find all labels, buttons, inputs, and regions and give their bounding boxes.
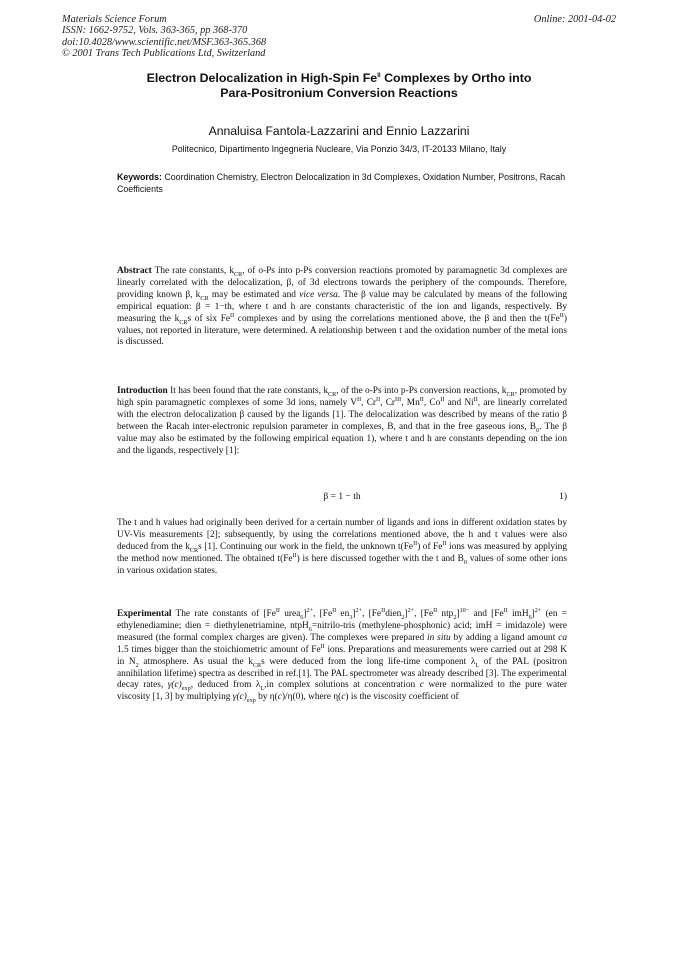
equation-number: 1) [559,492,567,502]
abstract-label: Abstract [117,266,152,276]
introduction-paragraph-2: The t and h values had originally been derived for a certain number of ligands and ions in different oxidation states by UV-Vis measurements [2]; subsequently, by using the correlations mentioned above, the h and t values were also deduced from the $k_{CR}s$ [1]. Continuing our work in the field, the unknown $t(Fe^{II})$ of $Fe^{II}$ ions was measured by applying the method now mentioned. The obtained $t(Fe^{II})$ is here discussed together with the t and $B_0$ values of some other ions in various oxidation states. [117,518,567,576]
introduction-paragraph: Introduction It has been found that the rate constants, $k_{CR}$, of the o-Ps into p-Ps conversion reactions, $k_{CR}$, promoted by high spin paramagnetic complexes of some 3d ions, namely $V^{II}$, $Cr^{II}$, $Cr^{III}$, $Mn^{II}$, $Co^{II}$ and $Ni^{II}$, are linearly correlated with the electron delocalization β caused by the ligands [1]. The delocalization was described by means of the ratio β between the Racah inter-electronic repulsion parameter in complexes, B, and that in the free gaseous ions, $B_0$. The β value may also be estimated by the following empirical equation 1), where t and h are constants depending on the ion and the ligands, respectively [1]: [117,386,568,456]
equation-formula: β = 1 − th [323,492,361,502]
keywords [117,171,568,195]
title-line-1: Electron Delocalization in High-Spin $Fe^{II}$ Complexes by Ortho into [146,71,532,85]
issn-line: ISSN: 1662-9752, Vols. 363-365, pp 368-370 [62,25,248,37]
abstract-section [117,266,567,349]
experimental-label: Experimental [117,609,172,619]
introduction-label: Introduction [117,386,168,396]
copyright-line: © 2001 Trans Tech Publications Ltd, Switzerland [62,48,266,60]
affiliation: Politecnico, Dipartimento Ingegneria Nucleare, Via Ponzio 34/3, IT-20133 Milano, Italy [171,144,507,154]
abstract-paragraph: Abstract The rate constants, $k_{CR}$, of o-Ps into p-Ps conversion reactions promoted by paramagnetic 3d complexes are linearly correlated with the delocalization, β, of 3d electrons towards the periphery of the compounds. Therefore, providing known β, $k_{CR}$ may be estimated and vice versa. The β value may be calculated by means of the following empirical equation: β = 1−th, where t and h are constants characteristic of the ion and ligands, respectively. By measuring the $k_{CR}s$ of six $Fe^{II}$ complexes and by using the correlations mentioned above, the β and then the $t(Fe^{II})$ values, not reported in literature, were determined. A relationship between t and the oxidation number of the metal ions is discussed. [117,266,567,348]
keywords-label: Keywords: [117,172,162,182]
paper-title [60,71,618,101]
title-line-2: Para-Positronium Conversion Reactions [220,86,458,100]
experimental-section [117,606,568,705]
journal-header [62,14,616,60]
journal-name: Materials Science Forum [62,14,167,25]
introduction-section [117,386,567,457]
online-date: Online: 2001-04-02 [533,14,616,25]
authors: Annaluisa Fantola-Lazzarini and Ennio Lazzarini [208,124,470,138]
doi-line: doi:10.4028/www.scientific.net/MSF.363-365.368 [62,36,267,48]
experimental-paragraph: Experimental The rate constants of [$Fe^{II}$ urea$_6$]$^{2+}$, [$Fe^{II}$ $en_3]^{2+}$, $[Fe^{II}dien_2]^{2+}$, [$Fe^{II}$ ntp$_2$]$^{10-}$ and [$Fe^{II}$ imH$_6$]$^{2+}$ (en = ethylenediamine; dien = diethylenetriamine, ntpH$_6$=nitrilo-tris (methylene-phosphonic) acid; imH = imidazole) were measured (the formal complex charges are given). The complexes were prepared in situ by adding a ligand amount ca 1.5 times bigger than the stoichiometric amount of $Fe^{II}$ ions. Preparations and measurements were carried out at 298 K in $N_2$ atmosphere. As usual the $k_{CR}s$ were deduced from the long life-time component $\lambda_L$ of the PAL (positron annihilation lifetime) spectra as described in ref.[1]. The PAL spectrometer was already described [3]. The experimental decay rates, $\gamma(c)_{exp}$, deduced from $\lambda_L,in$ complex solutions at concentration c were normalized to the pure water viscosity [1, 3] by multiplying $\gamma(c)_{exp}$ by η(c)/η(0), where η(c) is the viscosity coefficient of [117,606,568,705]
keywords-text: Coordination Chemistry, Electron Delocalization in 3d Complexes, Oxidation Number, Positrons, Racah Coefficients [117,172,566,194]
introduction-continued [117,518,567,578]
